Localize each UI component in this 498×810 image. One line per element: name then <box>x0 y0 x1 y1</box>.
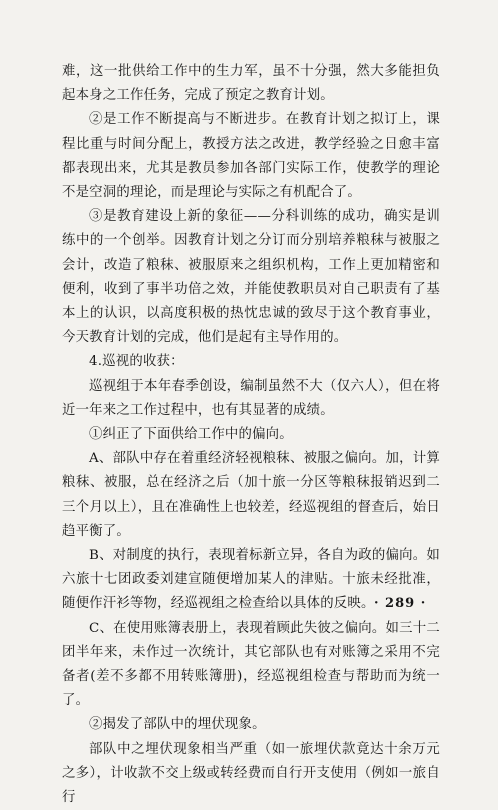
page-number: · 289 · <box>374 596 427 611</box>
paragraph: ③是教育建设上新的象征——分科训练的成功，确实是训练中的一个创举。因教育计划之分订而分别培养粮秣与被服之会计，改造了粮秣、被服原来之组织机构，工作上更加精密和便利，收到了事半功倍之效，并能使教职员对自己职责有了基本上的认识，以高度积极的热忱忠诚的致尽于这个教育事业，今天教育计划的完成，他们是起有主导作用的。 <box>62 209 440 346</box>
paragraph: ②是工作不断提高与不断进步。在教育计划之拟订上，课程比重与时间分配上，教授方法之改进，教学经验之日愈丰富都表现出来，尤其是教员参加各部门实际工作，使教学的理论不是空洞的理论，而是理论与实际之有机配合了。 <box>62 112 440 201</box>
body-text <box>62 60 440 810</box>
paragraph: 巡视组于本年春季创设，编制虽然不大（仅六人），但在将近一年来之工作过程中，也有其显著的成绩。 <box>62 378 440 418</box>
paragraph: 部队中之埋伏现象相当严重（如一旅埋伏款竟达十余万元之多），计收款不交上级或转经费而自行开支使用（例如一旅自行 <box>62 741 440 806</box>
paragraph: 难，这一批供给工作中的生力军，虽不十分强，然大多能担负起本身之工作任务，完成了预定之教育计划。 <box>62 64 440 104</box>
paragraph: A、部队中存在着重经济轻视粮秣、被服之偏向。加，计算粮秣、被服，总在经济之后（加十旅一分区等粮秣报销迟到二三个月以上），且在准确性上也较差，经巡视组的督查后，始日趋平衡了。 <box>62 451 440 539</box>
subheading: ②揭发了部队中的埋伏现象。 <box>89 717 266 733</box>
paragraph: C、在使用账簿表册上，表现着顾此失彼之偏向。如三十二团半年来，未作过一次统计，其它部队也有对账簿之采用不完备者(差不多都不用转账簿册)，经巡视组检查与帮助而为统一了。 <box>62 620 440 709</box>
paragraph: B、对制度的执行，表现着标新立异，各自为政的偏向。如六旅十七团政委刘建宣随便增加某人的津贴。十旅未经批准，随便作汗衫等物，经巡视组之检查给以具体的反映。 <box>62 548 440 612</box>
section-heading: 4.巡视的收获： <box>89 354 184 370</box>
subheading: ①纠正了下面供给工作中的偏向。 <box>89 427 293 443</box>
